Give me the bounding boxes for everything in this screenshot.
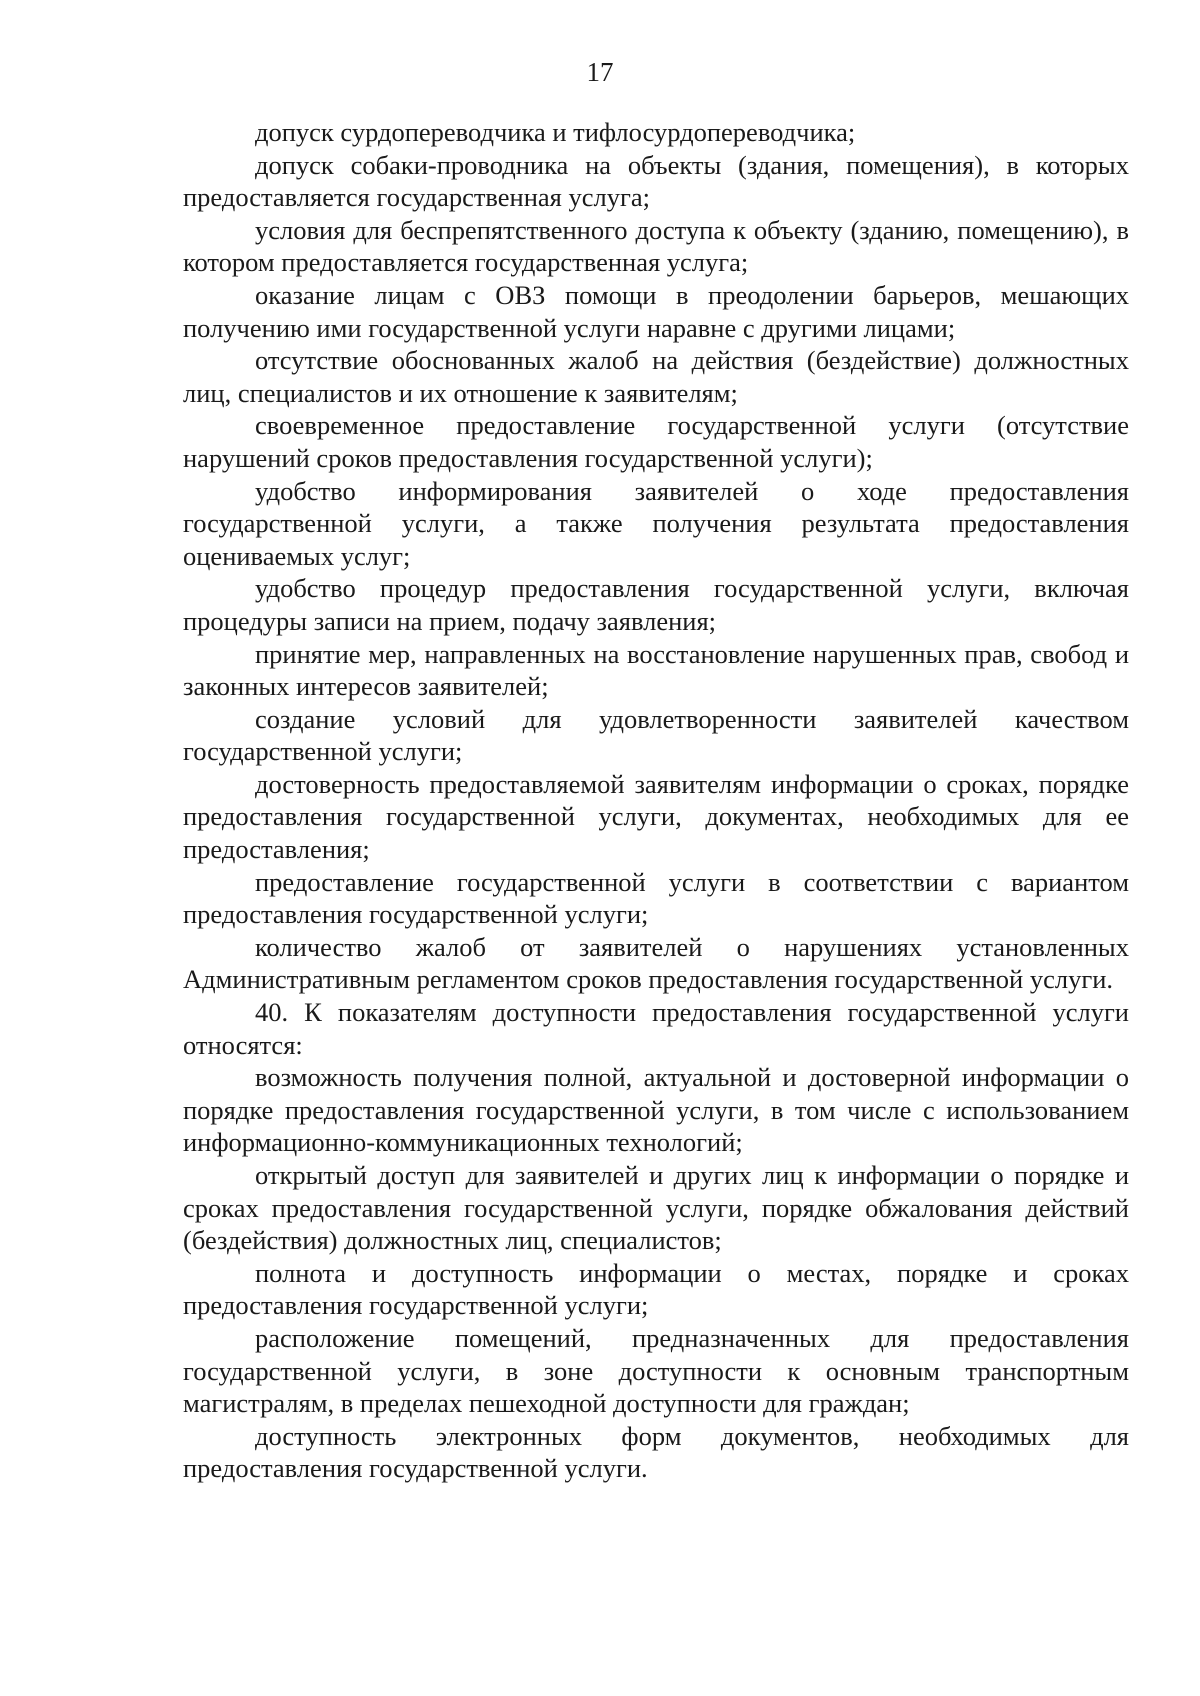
paragraph: возможность получения полной, актуальной и достоверной информации о порядке предоставления государственной услуги, в том числе с использованием информационно-коммуникационных технологий; bbox=[183, 1062, 1129, 1158]
paragraph: удобство информирования заявителей о ходе предоставления государственной услуги, а также получения результата предоставления оцениваемых услуг; bbox=[183, 475, 1129, 571]
paragraph: количество жалоб от заявителей о нарушениях установленных Административным регламентом сроков предоставления государственной услуги. bbox=[183, 931, 1129, 995]
paragraph: полнота и доступность информации о местах, порядке и сроках предоставления государственной услуги; bbox=[183, 1257, 1129, 1321]
paragraph: допуск сурдопереводчика и тифлосурдопереводчика; bbox=[255, 117, 856, 147]
document-body bbox=[183, 116, 1129, 1485]
paragraph: создание условий для удовлетворенности заявителей качеством государственной услуги; bbox=[183, 703, 1129, 767]
paragraph: отсутствие обоснованных жалоб на действия (бездействие) должностных лиц, специалистов и их отношение к заявителям; bbox=[183, 345, 1129, 408]
paragraph: удобство процедур предоставления государственной услуги, включая процедуры записи на прием, подачу заявления; bbox=[183, 573, 1129, 636]
paragraph: условия для беспрепятственного доступа к объекту (зданию, помещению), в котором предоставляется государственная услуга; bbox=[183, 214, 1129, 278]
paragraph: допуск собаки-проводника на объекты (здания, помещения), в которых предоставляется государственная услуга; bbox=[183, 149, 1129, 213]
page-number: 17 bbox=[586, 57, 614, 87]
paragraph: достоверность предоставляемой заявителям информации о сроках, порядке предоставления государственной услуги, документах, необходимых для ее предоставления; bbox=[183, 768, 1129, 865]
paragraph: предоставление государственной услуги в соответствии с вариантом предоставления государственной услуги; bbox=[183, 866, 1129, 930]
paragraph: своевременное предоставление государственной услуги (отсутствие нарушений сроков предоставления государственной услуги); bbox=[183, 410, 1129, 473]
paragraph: оказание лицам с ОВЗ помощи в преодолении барьеров, мешающих получению ими государственной услуги наравне с другими лицами; bbox=[183, 279, 1129, 343]
section-paragraph: 40. К показателям доступности предоставления государственной услуги относятся: bbox=[183, 997, 1129, 1060]
paragraph: принятие мер, направленных на восстановление нарушенных прав, свобод и законных интересов заявителей; bbox=[183, 638, 1129, 702]
paragraph: расположение помещений, предназначенных для предоставления государственной услуги, в зоне доступности к основным транспортным магистралям, в пределах пешеходной доступности для граждан; bbox=[183, 1322, 1129, 1419]
paragraph: доступность электронных форм документов, необходимых для предоставления государственной услуги. bbox=[183, 1420, 1129, 1484]
paragraph: открытый доступ для заявителей и других лиц к информации о порядке и сроках предоставления государственной услуги, порядке обжалования действий (бездействия) должностных лиц, специалистов; bbox=[183, 1160, 1129, 1256]
